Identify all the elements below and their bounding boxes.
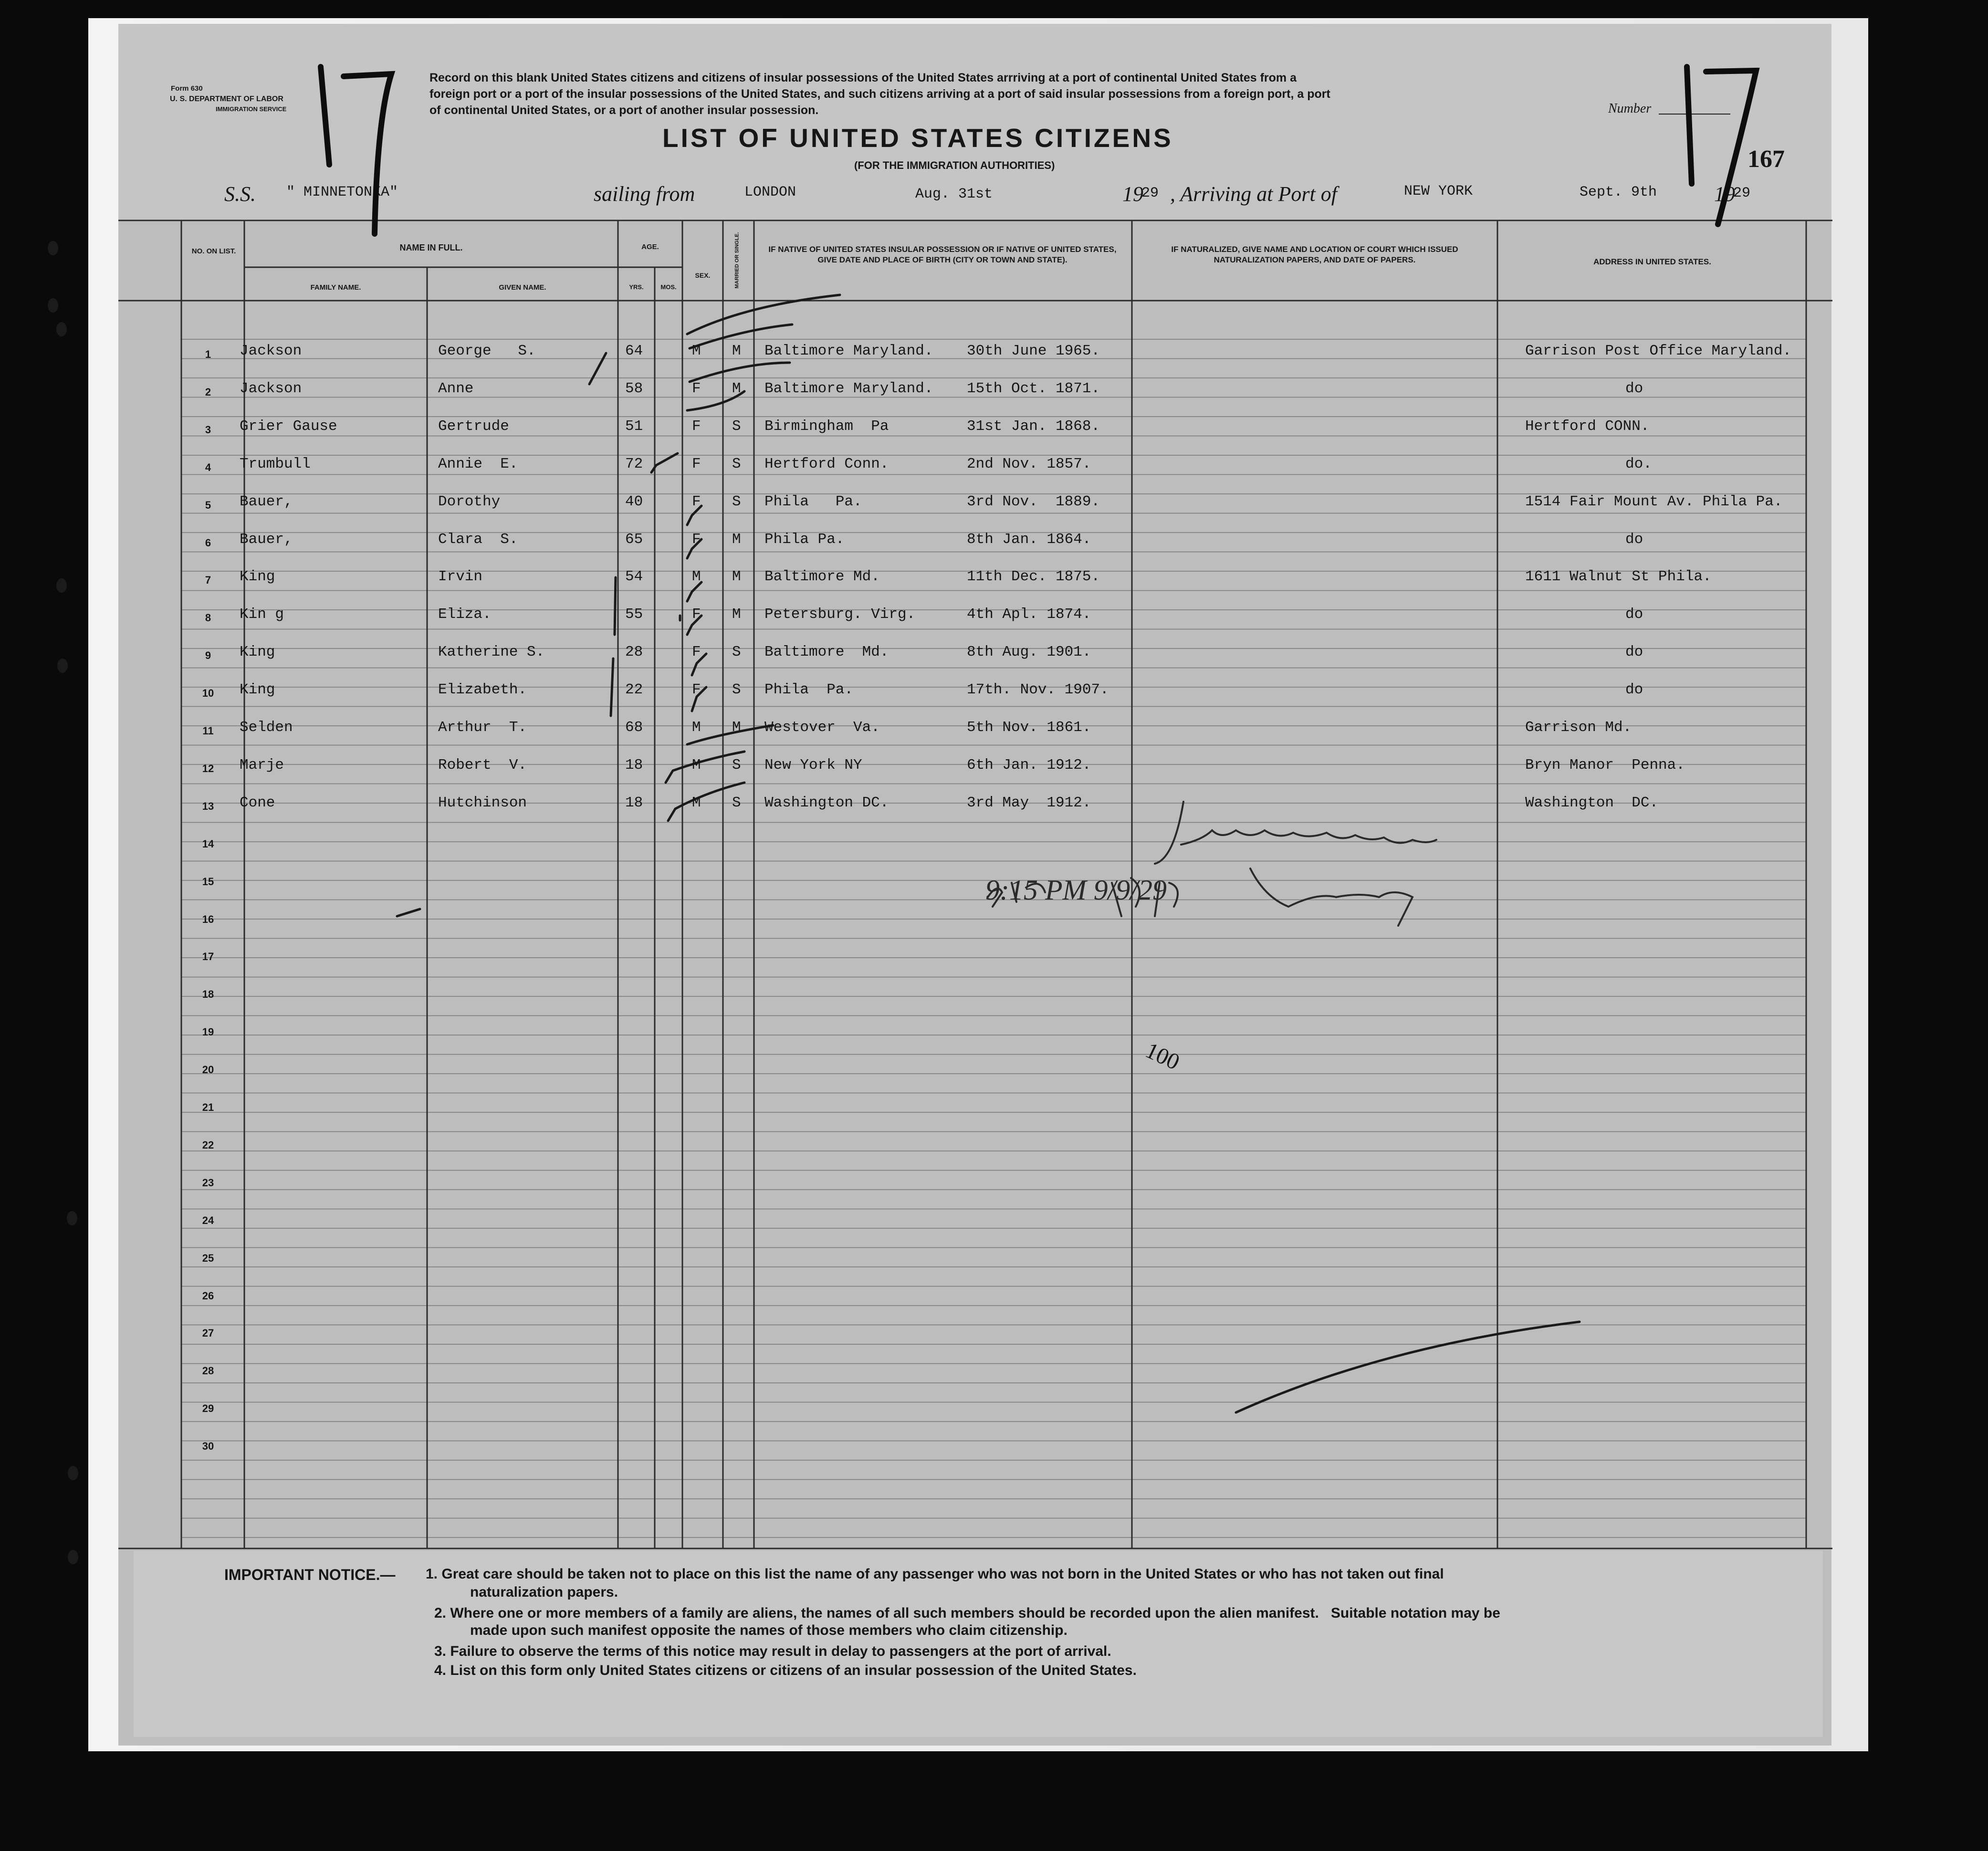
birth-place: Phila Pa. xyxy=(764,531,845,548)
row-number: 21 xyxy=(202,1101,214,1113)
address: do xyxy=(1625,644,1643,661)
sailing-from-label: sailing from xyxy=(594,182,695,206)
departure-port: LONDON xyxy=(744,184,796,200)
birth-place: Baltimore Md. xyxy=(764,644,889,661)
page-number: 167 xyxy=(1747,146,1785,173)
birth-place: New York NY xyxy=(764,756,862,774)
birth-date: 3rd Nov. 1889. xyxy=(967,493,1100,510)
department-name: U. S. DEPARTMENT OF LABOR xyxy=(170,95,283,103)
departure-date: Aug. 31st xyxy=(915,186,993,202)
notice-item: 1. Great care should be taken not to place on this list the name of any passenger who was not born in the United States or who has not taken out final xyxy=(426,1566,1444,1582)
marital-status: S xyxy=(732,644,741,661)
col-header-naturalized: IF NATURALIZED, GIVE NAME AND LOCATION OF COURT WHICH ISSUED NATURALIZATION PAPERS, AND DATE OF PAPERS. xyxy=(1171,245,1458,264)
arrival-year: 29 xyxy=(1733,185,1751,201)
col-header-given: GIVEN NAME. xyxy=(499,283,546,292)
age-years: 72 xyxy=(625,455,643,472)
marital-status: S xyxy=(732,455,741,472)
sex: M xyxy=(692,343,701,359)
family-name: Marje xyxy=(240,756,284,774)
address: do xyxy=(1625,380,1643,397)
row-number: 29 xyxy=(202,1402,214,1415)
address: do. xyxy=(1625,455,1652,472)
marital-status: M xyxy=(732,380,741,397)
given-name: Elizabeth. xyxy=(438,681,527,699)
given-name: Clara S. xyxy=(438,531,518,548)
marital-status: S xyxy=(732,794,741,811)
marital-status: M xyxy=(732,719,741,736)
notice-item: 3. Failure to observe the terms of this notice may result in delay to passengers at the port of arrival. xyxy=(434,1643,1111,1659)
row-number: 28 xyxy=(202,1365,214,1377)
age-years: 28 xyxy=(625,644,643,661)
row-number: 16 xyxy=(202,913,214,925)
birth-place: Petersburg. Virg. xyxy=(764,606,916,623)
row-number: 4 xyxy=(205,461,211,473)
row-number: 17 xyxy=(202,951,214,963)
arriving-label: , Arriving at Port of xyxy=(1170,182,1337,206)
row-number: 27 xyxy=(202,1327,214,1339)
marital-status: S xyxy=(732,681,741,699)
form-subtitle: (FOR THE IMMIGRATION AUTHORITIES) xyxy=(854,159,1055,171)
birth-place: Baltimore Md. xyxy=(764,568,880,586)
ship-name: " MINNETONKA" xyxy=(286,184,398,200)
marital-status: M xyxy=(732,568,741,586)
marital-status: S xyxy=(732,418,741,435)
col-header-family: FAMILY NAME. xyxy=(310,283,361,292)
number-label: Number xyxy=(1608,101,1652,116)
address: Garrison Md. xyxy=(1525,719,1632,736)
sex: M xyxy=(692,794,701,811)
year-prefix: 19 xyxy=(1714,182,1735,206)
notice-item: 2. Where one or more members of a family are aliens, the names of all such members should be recorded upon the alien manifest. Suitable notation may be xyxy=(434,1605,1500,1621)
given-name: Arthur T. xyxy=(438,719,527,736)
row-number: 26 xyxy=(202,1289,214,1302)
age-years: 18 xyxy=(625,756,643,774)
given-name: Hutchinson xyxy=(438,794,527,811)
notice-item: 4. List on this form only United States citizens or citizens of an insular possession of the United States. xyxy=(434,1663,1137,1678)
age-years: 40 xyxy=(625,493,643,510)
age-years: 55 xyxy=(625,606,643,623)
address: do xyxy=(1625,531,1643,548)
row-number: 8 xyxy=(205,612,211,624)
col-header-name: NAME IN FULL. xyxy=(399,243,463,252)
row-number: 2 xyxy=(205,386,211,398)
family-name: King xyxy=(240,681,275,699)
birth-place: Baltimore Maryland. xyxy=(764,343,933,359)
age-years: 22 xyxy=(625,681,643,699)
marital-status: M xyxy=(732,531,741,548)
birth-place: Baltimore Maryland. xyxy=(764,380,933,397)
birth-date: 17th. Nov. 1907. xyxy=(967,681,1109,699)
given-name: Eliza. xyxy=(438,606,492,623)
col-header-yrs: YRS. xyxy=(629,283,644,291)
birth-date: 30th June 1965. xyxy=(967,343,1100,359)
birth-date: 6th Jan. 1912. xyxy=(967,756,1091,774)
sex: M xyxy=(692,719,701,736)
given-name: George S. xyxy=(438,343,536,359)
age-years: 18 xyxy=(625,794,643,811)
family-name: Bauer, xyxy=(240,531,293,548)
family-name: Bauer, xyxy=(240,493,293,510)
birth-place: Washington DC. xyxy=(764,794,889,811)
family-name: Jackson xyxy=(240,343,302,359)
family-name: Selden xyxy=(240,719,293,736)
address: do xyxy=(1625,606,1643,623)
row-number: 7 xyxy=(205,574,211,586)
service-name: IMMIGRATION SERVICE xyxy=(216,105,287,113)
form-title: LIST OF UNITED STATES CITIZENS xyxy=(662,123,1173,153)
col-header-address: ADDRESS IN UNITED STATES. xyxy=(1593,257,1711,266)
col-header-age: AGE. xyxy=(641,243,659,251)
age-years: 51 xyxy=(625,418,643,435)
birth-date: 11th Dec. 1875. xyxy=(967,568,1100,586)
address: Washington DC. xyxy=(1525,794,1659,811)
family-name: King xyxy=(240,644,275,661)
given-name: Dorothy xyxy=(438,493,501,510)
birth-date: 8th Jan. 1864. xyxy=(967,531,1091,548)
row-number: 22 xyxy=(202,1139,214,1151)
record-note-line: of continental United States, or a port of another insular possession. xyxy=(429,104,819,117)
col-header-sex: SEX. xyxy=(695,272,711,279)
marital-status: M xyxy=(732,343,741,359)
row-number: 15 xyxy=(202,875,214,888)
address: Bryn Manor Penna. xyxy=(1525,756,1685,774)
row-number: 9 xyxy=(205,649,211,662)
address: 1514 Fair Mount Av. Phila Pa. xyxy=(1525,493,1783,510)
age-years: 65 xyxy=(625,531,643,548)
notice-heading: IMPORTANT NOTICE.— xyxy=(224,1566,396,1583)
departure-year: 29 xyxy=(1141,185,1159,201)
given-name: Anne xyxy=(438,380,474,397)
ss-label: S.S. xyxy=(224,182,256,206)
row-number: 20 xyxy=(202,1064,214,1076)
birth-date: 5th Nov. 1861. xyxy=(967,719,1091,736)
birth-place: Westover Va. xyxy=(764,719,880,736)
row-number: 10 xyxy=(202,687,214,700)
row-number: 3 xyxy=(205,423,211,436)
sex: F xyxy=(692,531,701,548)
row-number: 5 xyxy=(205,499,211,511)
row-number: 19 xyxy=(202,1026,214,1038)
row-number: 30 xyxy=(202,1440,214,1453)
sex: F xyxy=(692,455,701,472)
birth-date: 31st Jan. 1868. xyxy=(967,418,1100,435)
row-number: 18 xyxy=(202,988,214,1001)
sex: F xyxy=(692,681,701,699)
birth-place: Phila Pa. xyxy=(764,493,862,510)
notice-item: made upon such manifest opposite the names of those members who claim citizenship. xyxy=(470,1622,1067,1638)
form-id: Form 630 xyxy=(171,84,203,93)
col-header-birth: IF NATIVE OF UNITED STATES INSULAR POSSESSION OR IF NATIVE OF UNITED STATES, GIVE DATE AND PLACE OF BIRTH (CITY OR TOWN AND STATE). xyxy=(768,245,1117,264)
family-name: Kin g xyxy=(240,606,284,623)
given-name: Annie E. xyxy=(438,455,518,472)
birth-place: Phila Pa. xyxy=(764,681,854,699)
col-header-married: MARRIED OR SINGLE. xyxy=(734,232,740,289)
birth-place: Birmingham Pa xyxy=(764,418,889,435)
family-name: Jackson xyxy=(240,380,302,397)
birth-place: Hertford Conn. xyxy=(764,455,889,472)
age-years: 68 xyxy=(625,719,643,736)
sex: F xyxy=(692,493,701,510)
birth-date: 3rd May 1912. xyxy=(967,794,1091,811)
sex: F xyxy=(692,644,701,661)
row-number: 23 xyxy=(202,1176,214,1189)
given-name: Gertrude xyxy=(438,418,509,435)
age-years: 58 xyxy=(625,380,643,397)
row-number: 13 xyxy=(202,800,214,812)
address: Garrison Post Office Maryland. xyxy=(1525,343,1792,359)
inspection-time: 9:15 PM 9/9/29 xyxy=(985,874,1167,906)
year-prefix: 19 xyxy=(1122,182,1143,206)
row-number: 14 xyxy=(202,837,214,850)
row-number: 24 xyxy=(202,1214,214,1226)
row-number: 12 xyxy=(202,762,214,774)
record-note-line: Record on this blank United States citizens and citizens of insular possessions of the United States arrriving at a port of continental United States from a xyxy=(429,71,1297,84)
age-years: 64 xyxy=(625,343,643,359)
family-name: Cone xyxy=(240,794,275,811)
family-name: King xyxy=(240,568,275,586)
row-number: 6 xyxy=(205,536,211,549)
record-note-line: foreign port or a port of the insular possessions of the United States, and such citizens arriving at a port of said insular possessions from a foreign port, a port xyxy=(429,87,1330,101)
birth-date: 8th Aug. 1901. xyxy=(967,644,1091,661)
birth-date: 15th Oct. 1871. xyxy=(967,380,1100,397)
marital-status: S xyxy=(732,756,741,774)
row-number: 11 xyxy=(202,725,214,737)
sex: F xyxy=(692,380,701,397)
birth-date: 2nd Nov. 1857. xyxy=(967,455,1091,472)
family-name: Trumbull xyxy=(240,455,311,472)
age-years: 54 xyxy=(625,568,643,586)
address: Hertford CONN. xyxy=(1525,418,1650,435)
col-header-mos: MOS. xyxy=(660,283,677,291)
address: 1611 Walnut St Phila. xyxy=(1525,568,1712,586)
given-name: Katherine S. xyxy=(438,644,545,661)
family-name: Grier Gause xyxy=(240,418,337,435)
given-name: Irvin xyxy=(438,568,483,586)
sex: F xyxy=(692,418,701,435)
sex: M xyxy=(692,568,701,586)
arrival-date: Sept. 9th xyxy=(1580,184,1657,200)
given-name: Robert V. xyxy=(438,756,527,774)
sex: F xyxy=(692,606,701,623)
sex: M xyxy=(692,756,701,774)
row-number: 1 xyxy=(205,348,211,360)
col-header-no: NO. ON LIST. xyxy=(191,247,236,255)
stamp-number: 100 xyxy=(1141,1037,1184,1075)
row-number: 25 xyxy=(202,1252,214,1264)
marital-status: M xyxy=(732,606,741,623)
birth-date: 4th Apl. 1874. xyxy=(967,606,1091,623)
marital-status: S xyxy=(732,493,741,510)
notice-item: naturalization papers. xyxy=(470,1584,618,1600)
arrival-port: NEW YORK xyxy=(1404,183,1473,199)
address: do xyxy=(1625,681,1643,699)
